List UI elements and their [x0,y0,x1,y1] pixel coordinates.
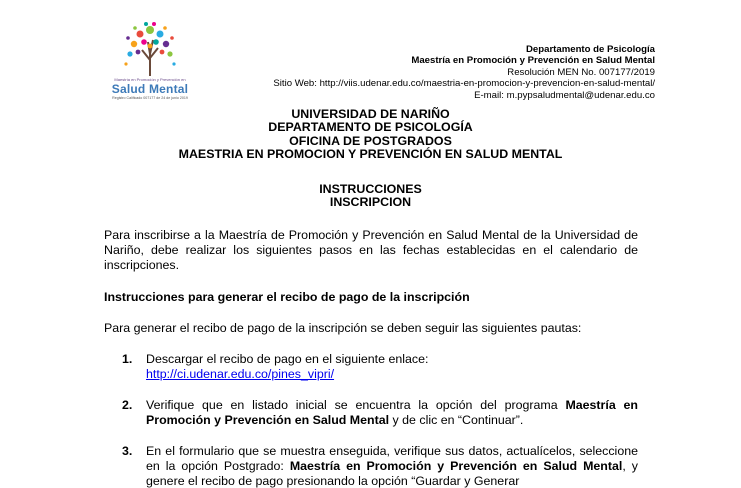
title-department: DEPARTAMENTO DE PSICOLOGÍA [268,120,473,135]
letterhead [273,44,655,101]
title-university: UNIVERSIDAD DE NARIÑO [291,107,450,121]
tree-logo-icon [120,20,180,78]
header-website: Sitio Web: http://viis.udenar.edu.co/maestria-en-promocion-y-prevencion-en-salud-mental/ [273,78,655,90]
header-resolution: Resolución MEN No. 007177/2019 [507,66,655,78]
step-number: 2. [122,398,133,412]
step-text: Descargar el recibo de pago en el siguiente enlace: [146,352,429,366]
header-program: Maestría en Promoción y Prevención en Salud Mental [411,55,655,67]
step-number: 3. [122,444,133,458]
subtitle-instructions: INSTRUCCIONES [319,182,422,196]
step-text: En el formulario que se muestra enseguida, verifique sus datos, actualícelos, seleccione en la opción Postgrado: [146,444,638,473]
title-program: MAESTRIA EN PROMOCION Y PREVENCIÓN EN SALUD MENTAL [178,147,563,162]
step-text-end: , y genere el recibo de pago presionando la opción “Guardar y Generar [146,458,638,488]
payment-link[interactable]: http://ci.udenar.edu.co/pines_vipri/ [146,366,335,381]
step-program-name: Maestría en Promoción y Prevención en Salud Mental [146,398,638,427]
subtitle-registration: INSCRIPCION [329,195,412,210]
logo-registration: Registro Calificado 007177 de 24 de junio 2019 [112,96,188,100]
step-text: Verifique que en listado inicial se encuentra la opción del programa [146,398,566,412]
header-email: E-mail: m.pypsaludmental@udenar.edu.co [474,89,655,101]
section-heading: Instrucciones para generar el recibo de pago de la inscripción [104,290,470,304]
section-intro: Para generar el recibo de pago de la inscripción se deben seguir las siguientes pautas: [104,321,582,335]
program-logo [108,20,192,102]
step-text-end: y de clic en “Continuar”. [389,412,524,427]
title-office: OFICINA DE POSTGRADOS [289,133,452,148]
logo-top-text: Maestría en Promoción y Prevención en [114,77,186,82]
step-number: 1. [122,352,133,366]
document-titles [0,108,741,162]
logo-name: Salud Mental [111,82,189,96]
document-subtitles [0,183,741,210]
intro-paragraph: Para inscribirse a la Maestría de Promoción y Prevención en Salud Mental de la Universidad de Nariño, debe realizar los siguientes pasos en las fechas establecidas en el calendario de inscripciones. [104,228,638,272]
header-department: Departamento de Psicología [525,44,655,55]
step-program-name: Maestría en Promoción y Prevención en Salud Mental [289,458,623,473]
